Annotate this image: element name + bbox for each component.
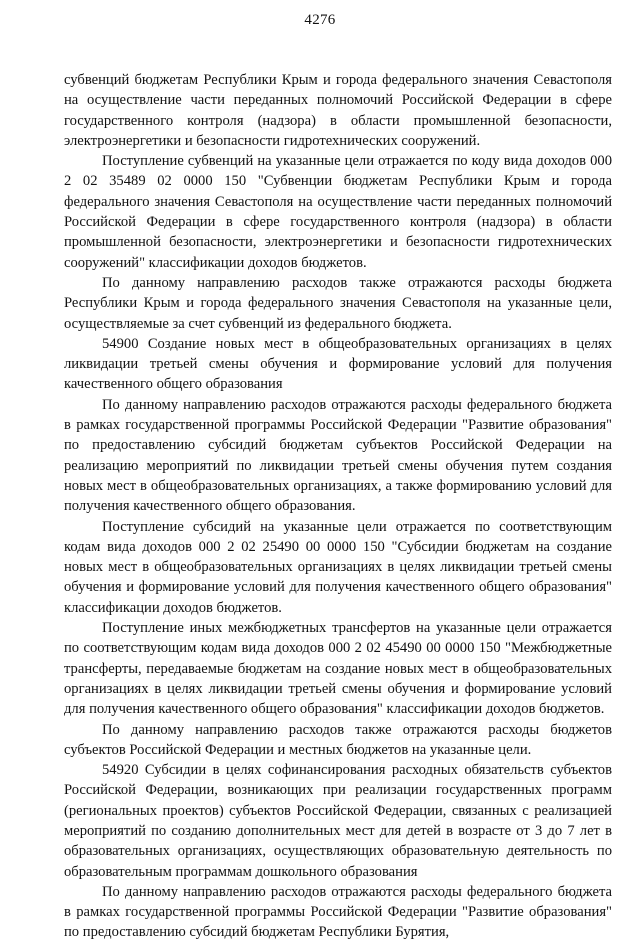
- page-number: 4276: [304, 12, 336, 28]
- paragraph: По данному направлению расходов отражаются расходы федерального бюджета в рамках государственной программы Российской Федерации "Развитие образования" по предоставлению субсидий бюджетам Республики Бурятия,: [64, 883, 612, 941]
- paragraph: Поступление субсидий на указанные цели отражается по соответствующим кодам вида доходов 000 2 02 25490 00 0000 150 "Субсидии бюджетам на создание новых мест в общеобразовательных организациях в целях ликвидации третьей смены обучения и формирование условий для получения качественного общего образования" классификации доходов бюджетов.: [64, 518, 612, 616]
- paragraph: По данному направлению расходов также отражаются расходы бюджета Республики Крым и города федерального значения Севастополя на указанные цели, осуществляемые за счет субвенций из федерального бюджета.: [64, 274, 612, 332]
- paragraph: субвенций бюджетам Республики Крым и города федерального значения Севастополя на осуществление части переданных полномочий Российской Федерации в сфере государственного контроля (надзора) в области промышленной безопасности, электроэнергетики и безопасности гидротехнических сооружений.: [64, 72, 612, 149]
- paragraph: По данному направлению расходов отражаются расходы федерального бюджета в рамках государственной программы Российской Федерации "Развитие образования" по предоставлению субсидий бюджетам субъектов Российской Федерации на реализацию мероприятий по ликвидации третьей смены обучения путем создания новых мест в общеобразовательных организациях, а также формированию условий для получения качественного общего образования.: [64, 396, 612, 515]
- section-heading-54900: 54900 Создание новых мест в общеобразовательных организациях в целях ликвидации третьей смены обучения и формирование условий для получения качественного общего образования: [64, 335, 612, 393]
- document-body: [64, 70, 612, 943]
- paragraph: По данному направлению расходов также отражаются расходы бюджетов субъектов Российской Федерации и местных бюджетов на указанные цели.: [64, 721, 612, 758]
- section-heading-54920: 54920 Субсидии в целях софинансирования расходных обязательств субъектов Российской Федерации, возникающих при реализации государственных программ (региональных проектов) субъектов Российской Федерации, связанных с реализацией мероприятий по созданию дополнительных мест для детей в возрасте от 3 до 7 лет в образовательных организациях, осуществляющих образовательную деятельность по образовательным программам дошкольного образования: [64, 762, 612, 880]
- paragraph: Поступление иных межбюджетных трансфертов на указанные цели отражается по соответствующим кодам вида доходов 000 2 02 45490 00 0000 150 "Межбюджетные трансферты, передаваемые бюджетам на создание новых мест в общеобразовательных организациях в целях ликвидации третьей смены обучения и формирование условий для получения качественного общего образования" классификации доходов бюджетов.: [64, 620, 612, 718]
- paragraph: Поступление субвенций на указанные цели отражается по коду вида доходов 000 2 02 35489 02 0000 150 "Субвенции бюджетам Республики Крым и города федерального значения Севастополя на осуществление части переданных полномочий Российской Федерации в сфере государственного контроля (надзора) в области промышленной безопасности, электроэнергетики и безопасности гидротехнических сооружений" классификации доходов бюджетов.: [64, 153, 612, 271]
